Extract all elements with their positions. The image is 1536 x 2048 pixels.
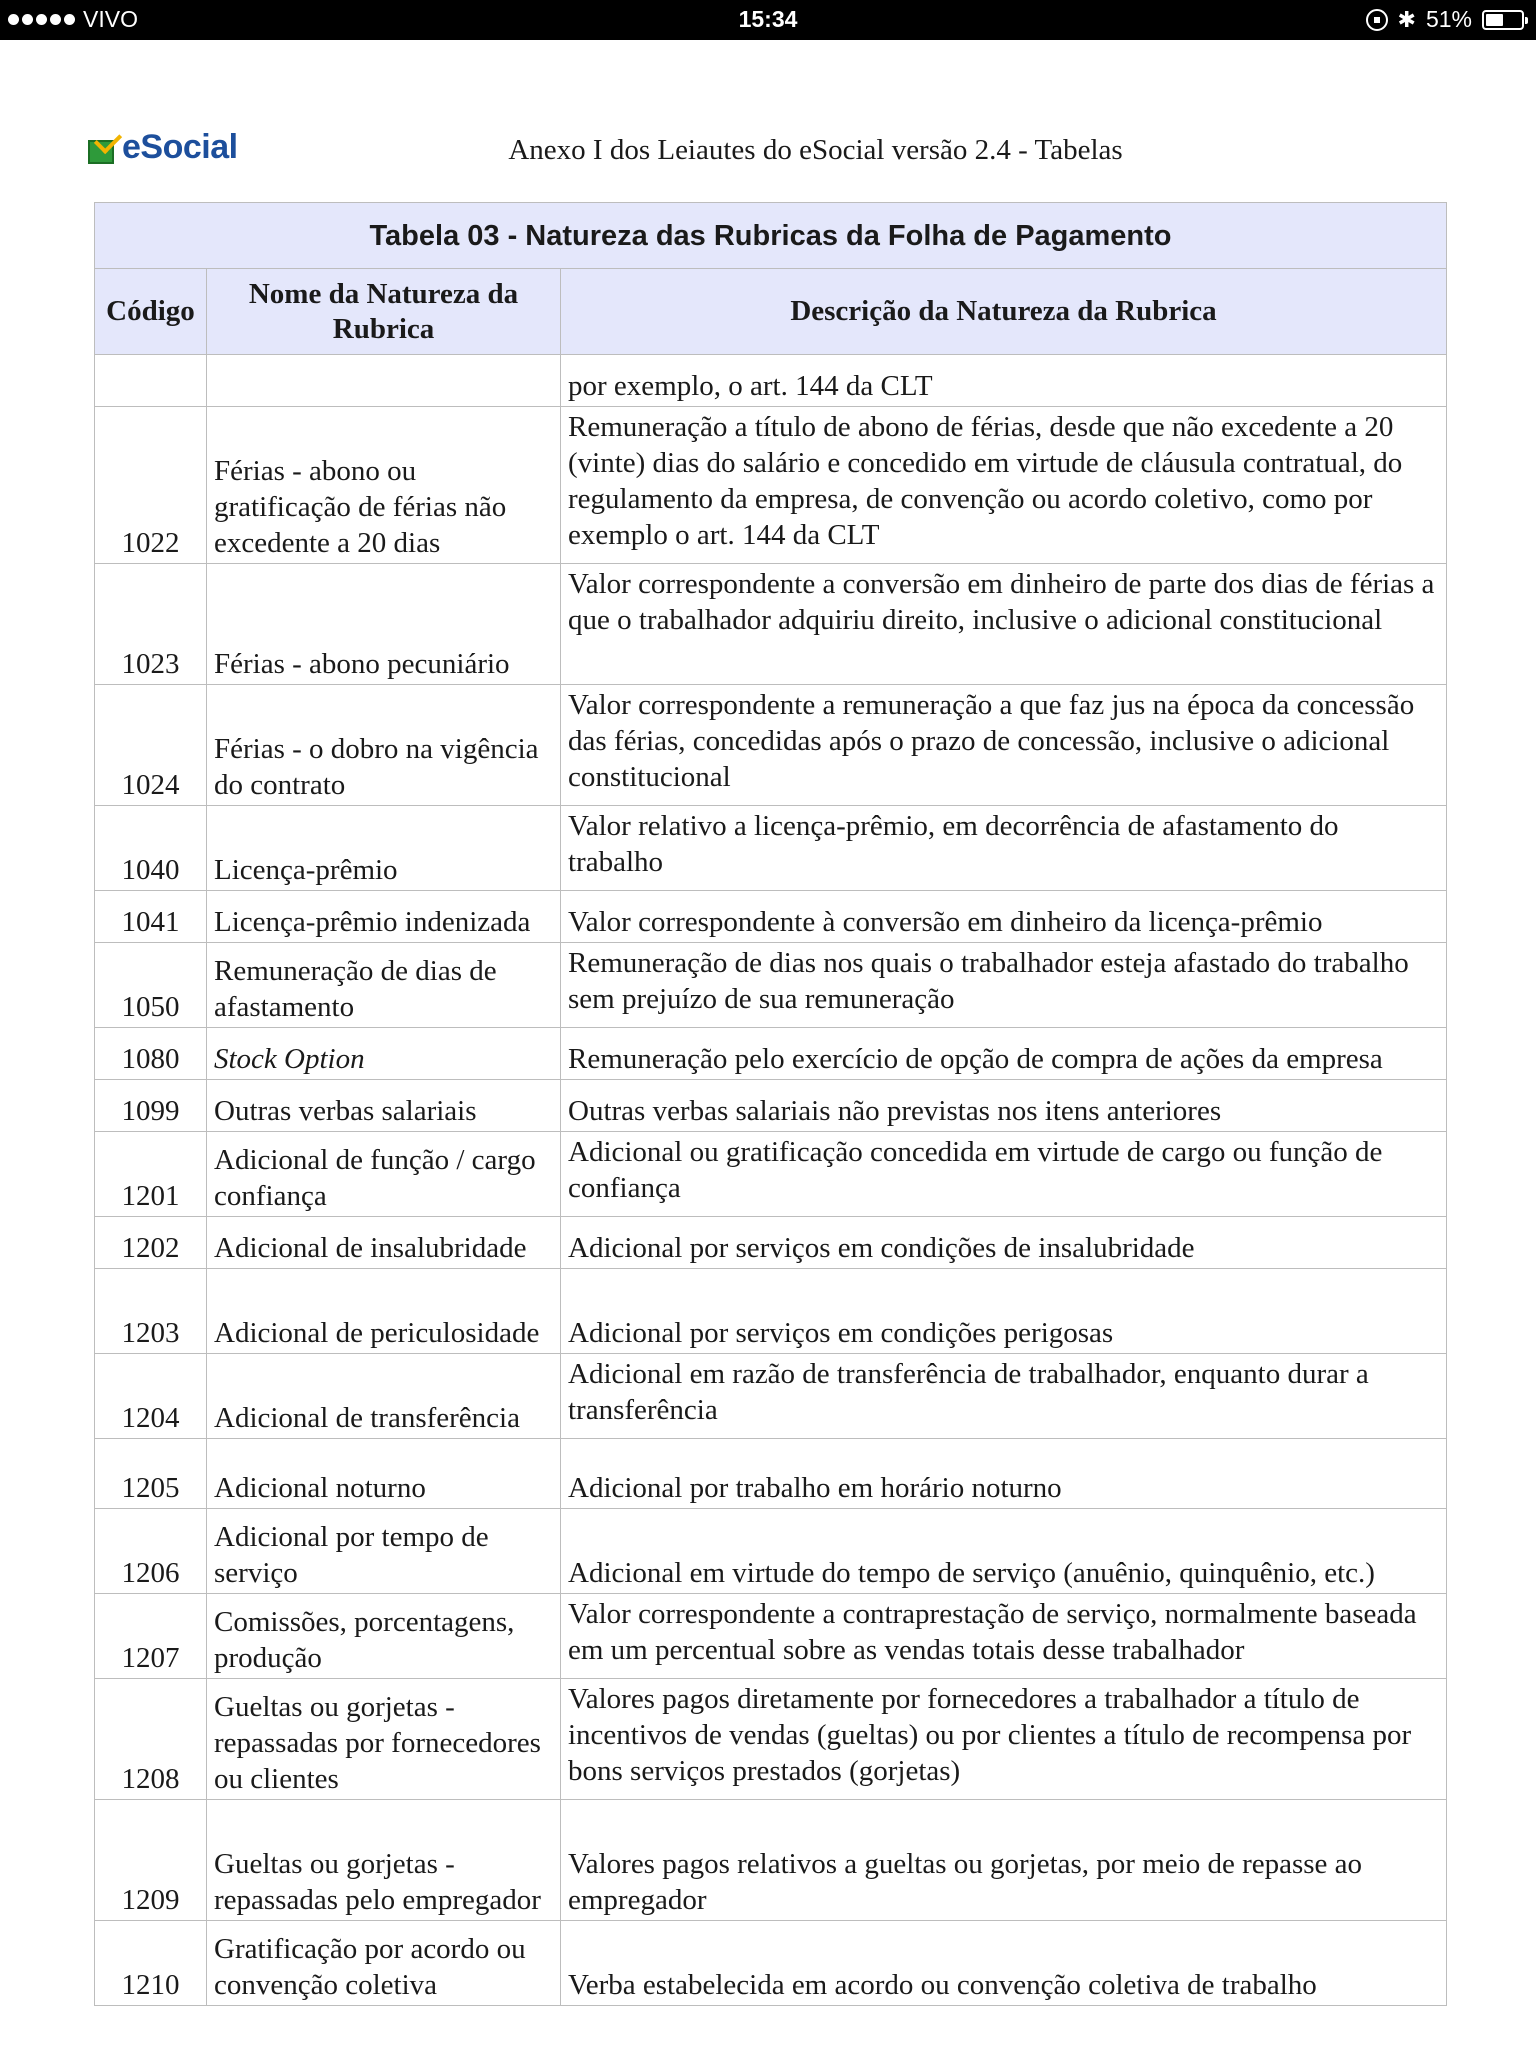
cell-codigo: 1099 [95,1080,207,1132]
cell-codigo: 1206 [95,1509,207,1594]
cell-descricao: Adicional ou gratificação concedida em virtude de cargo ou função de confiança [561,1132,1447,1217]
cell-codigo: 1024 [95,685,207,806]
table-body [95,355,1447,2006]
table-row [95,685,1447,806]
table-row [95,1080,1447,1132]
header-descricao: Descrição da Natureza da Rubrica [561,269,1447,355]
clock: 15:34 [738,6,798,32]
cell-codigo: 1023 [95,564,207,685]
carrier-name: VIVO [83,6,138,32]
cell-descricao: Remuneração pelo exercício de opção de compra de ações da empresa [561,1028,1447,1080]
cell-nome: Adicional de transferência [207,1354,561,1439]
battery-percentage: 51% [1425,6,1472,32]
table-row [95,891,1447,943]
cell-nome [207,355,561,407]
cell-nome: Férias - o dobro na vigência do contrato [207,685,561,806]
cell-nome: Férias - abono ou gratificação de férias não excedente a 20 dias [207,407,561,564]
cell-codigo: 1210 [95,1921,207,2006]
cell-descricao: por exemplo, o art. 144 da CLT [561,355,1447,407]
table-row [95,1800,1447,1921]
cell-nome: Stock Option [207,1028,561,1080]
table-title: Tabela 03 - Natureza das Rubricas da Folha de Pagamento [95,203,1447,269]
cell-codigo: 1209 [95,1800,207,1921]
natureza-rubricas-table [94,202,1447,2006]
cell-codigo: 1205 [95,1439,207,1509]
table-header-row [95,269,1447,355]
table-row [95,1028,1447,1080]
table-row [95,1439,1447,1509]
table-row [95,355,1447,407]
table-row [95,407,1447,564]
cell-descricao: Valor correspondente a conversão em dinheiro de parte dos dias de férias a que o trabalhador adquiriu direito, inclusive o adicional constitucional [561,564,1447,685]
cell-nome: Licença-prêmio indenizada [207,891,561,943]
table-row [95,1594,1447,1679]
cell-nome: Adicional de insalubridade [207,1217,561,1269]
cell-nome: Gueltas ou gorjetas - repassadas por fornecedores ou clientes [207,1679,561,1800]
table-row [95,1679,1447,1800]
cell-descricao: Outras verbas salariais não previstas nos itens anteriores [561,1080,1447,1132]
table-row [95,1217,1447,1269]
cell-descricao: Valor correspondente à conversão em dinheiro da licença-prêmio [561,891,1447,943]
battery-fill [1486,14,1503,26]
cell-codigo: 1040 [95,806,207,891]
cell-codigo: 1203 [95,1269,207,1354]
cell-nome: Gueltas ou gorjetas - repassadas pelo empregador [207,1800,561,1921]
cell-descricao: Valor relativo a licença-prêmio, em decorrência de afastamento do trabalho [561,806,1447,891]
cell-descricao: Adicional por trabalho em horário noturno [561,1439,1447,1509]
cell-nome: Adicional de função / cargo confiança [207,1132,561,1217]
cell-descricao: Valores pagos relativos a gueltas ou gorjetas, por meio de repasse ao empregador [561,1800,1447,1921]
cell-descricao: Verba estabelecida em acordo ou convenção coletiva de trabalho [561,1921,1447,2006]
table-title-row [95,203,1447,269]
cell-nome: Gratificação por acordo ou convenção coletiva [207,1921,561,2006]
header-codigo: Código [95,269,207,355]
cell-nome: Remuneração de dias de afastamento [207,943,561,1028]
cell-nome: Outras verbas salariais [207,1080,561,1132]
cell-codigo: 1204 [95,1354,207,1439]
cell-codigo: 1207 [95,1594,207,1679]
table-row [95,1354,1447,1439]
cell-codigo: 1208 [95,1679,207,1800]
cell-nome: Férias - abono pecuniário [207,564,561,685]
cell-descricao: Adicional por serviços em condições perigosas [561,1269,1447,1354]
status-bar [0,0,1536,40]
rotation-lock-icon [1366,9,1388,31]
cell-nome: Adicional por tempo de serviço [207,1509,561,1594]
cell-descricao: Adicional em virtude do tempo de serviço (anuênio, quinquênio, etc.) [561,1509,1447,1594]
cell-descricao: Adicional por serviços em condições de insalubridade [561,1217,1447,1269]
cell-descricao: Adicional em razão de transferência de trabalhador, enquanto durar a transferência [561,1354,1447,1439]
cell-descricao: Valor correspondente a contraprestação de serviço, normalmente baseada em um percentual sobre as vendas totais desse trabalhador [561,1594,1447,1679]
cell-codigo [95,355,207,407]
cell-nome: Licença-prêmio [207,806,561,891]
cell-codigo: 1202 [95,1217,207,1269]
table-row [95,1269,1447,1354]
bluetooth-icon: ✱ [1397,6,1416,32]
cell-nome: Comissões, porcentagens, produção [207,1594,561,1679]
table-row [95,1509,1447,1594]
cell-nome: Adicional noturno [207,1439,561,1509]
table-row [95,1921,1447,2006]
cell-descricao: Valores pagos diretamente por fornecedores a trabalhador a título de incentivos de vendas (gueltas) ou por clientes a título de recompensa por bons serviços prestados (gorjetas) [561,1679,1447,1800]
table-row [95,943,1447,1028]
cell-codigo: 1041 [95,891,207,943]
cell-nome: Adicional de periculosidade [207,1269,561,1354]
table-row [95,806,1447,891]
cell-descricao: Remuneração a título de abono de férias, desde que não excedente a 20 (vinte) dias do salário e concedido em virtude de cláusula contratual, do regulamento da empresa, de convenção ou acordo coletivo, como por exemplo o art. 144 da CLT [561,407,1447,564]
document-header: Anexo I dos Leiautes do eSocial versão 2.4 - Tabelas [508,134,1123,166]
header-nome: Nome da Natureza da Rubrica [207,269,561,355]
cell-descricao: Remuneração de dias nos quais o trabalhador esteja afastado do trabalho sem prejuízo de sua remuneração [561,943,1447,1028]
table-row [95,564,1447,685]
cell-codigo: 1201 [95,1132,207,1217]
table-row [95,1132,1447,1217]
battery-icon [1482,10,1524,30]
cell-codigo: 1050 [95,943,207,1028]
logo-text: eSocial [122,128,238,166]
cell-codigo: 1080 [95,1028,207,1080]
cell-codigo: 1022 [95,407,207,564]
cell-descricao: Valor correspondente a remuneração a que faz jus na época da concessão das férias, concedidas após o prazo de concessão, inclusive o adicional constitucional [561,685,1447,806]
status-icons [1366,6,1524,33]
